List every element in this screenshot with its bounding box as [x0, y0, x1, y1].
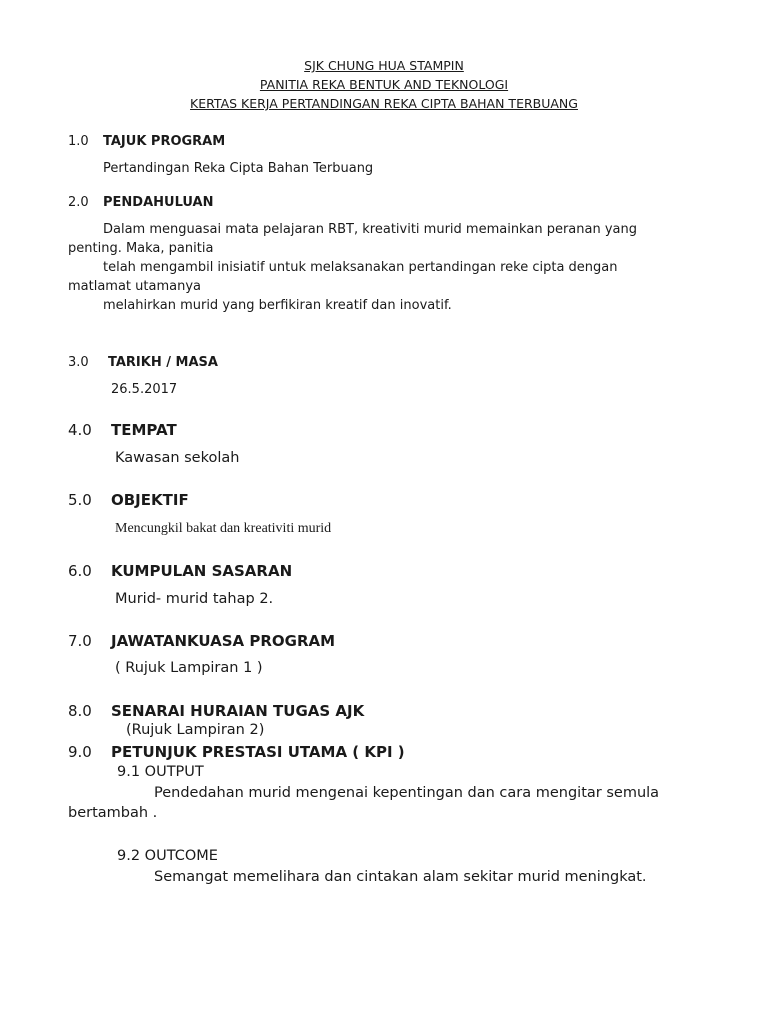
section-number: 9.0 — [68, 743, 92, 761]
section-title: TAJUK PROGRAM — [103, 134, 226, 149]
paragraph-line: melahirkan murid yang berfikiran kreatif dan inovatif. — [103, 298, 452, 313]
paragraph-line: penting. Maka, panitia — [68, 241, 214, 256]
section-title: JAWATANKUASA PROGRAM — [111, 632, 336, 650]
paragraph-line: matlamat utamanya — [68, 279, 201, 294]
section-title: PENDAHULUAN — [103, 195, 214, 210]
section-title: PETUNJUK PRESTASI UTAMA ( KPI ) — [111, 743, 405, 761]
paragraph-line: telah mengambil inisiatif untuk melaksanakan pertandingan reke cipta dengan — [103, 260, 618, 275]
header-panel-name: PANITIA REKA BENTUK AND TEKNOLOGI — [259, 77, 509, 92]
section-body: Murid- murid tahap 2. — [115, 591, 274, 607]
section-body: ( Rujuk Lampiran 1 ) — [115, 660, 263, 676]
subsection-label: 9.2 OUTCOME — [117, 848, 218, 864]
section-title: TEMPAT — [111, 421, 177, 439]
header-paper-title: KERTAS KERJA PERTANDINGAN REKA CIPTA BAHAN TERBUANG — [190, 96, 578, 111]
header-school-name: SJK CHUNG HUA STAMPIN — [304, 58, 464, 73]
section-body: (Rujuk Lampiran 2) — [126, 722, 265, 738]
section-title: TARIKH / MASA — [108, 355, 218, 370]
section-number: 3.0 — [68, 355, 89, 370]
section-body: Pertandingan Reka Cipta Bahan Terbuang — [103, 161, 374, 176]
section-body: Kawasan sekolah — [115, 450, 240, 466]
subsection-body: bertambah . — [68, 805, 158, 821]
section-number: 1.0 — [68, 134, 89, 149]
section-title: KUMPULAN SASARAN — [111, 562, 293, 580]
section-number: 2.0 — [68, 195, 89, 210]
section-title: OBJEKTIF — [111, 491, 189, 509]
subsection-body: Semangat memelihara dan cintakan alam sekitar murid meningkat. — [154, 869, 647, 885]
paragraph-line: Dalam menguasai mata pelajaran RBT, kreativiti murid memainkan peranan yang — [103, 222, 637, 237]
section-number: 5.0 — [68, 491, 92, 509]
section-body: 26.5.2017 — [111, 382, 178, 397]
section-title: SENARAI HURAIAN TUGAS AJK — [111, 702, 365, 720]
section-number: 6.0 — [68, 562, 92, 580]
section-number: 8.0 — [68, 702, 92, 720]
section-number: 7.0 — [68, 632, 92, 650]
subsection-body: Pendedahan murid mengenai kepentingan dan cara mengitar semula — [154, 785, 660, 801]
section-body: Mencungkil bakat dan kreativiti murid — [115, 521, 332, 536]
section-number: 4.0 — [68, 421, 92, 439]
subsection-label: 9.1 OUTPUT — [117, 764, 204, 780]
